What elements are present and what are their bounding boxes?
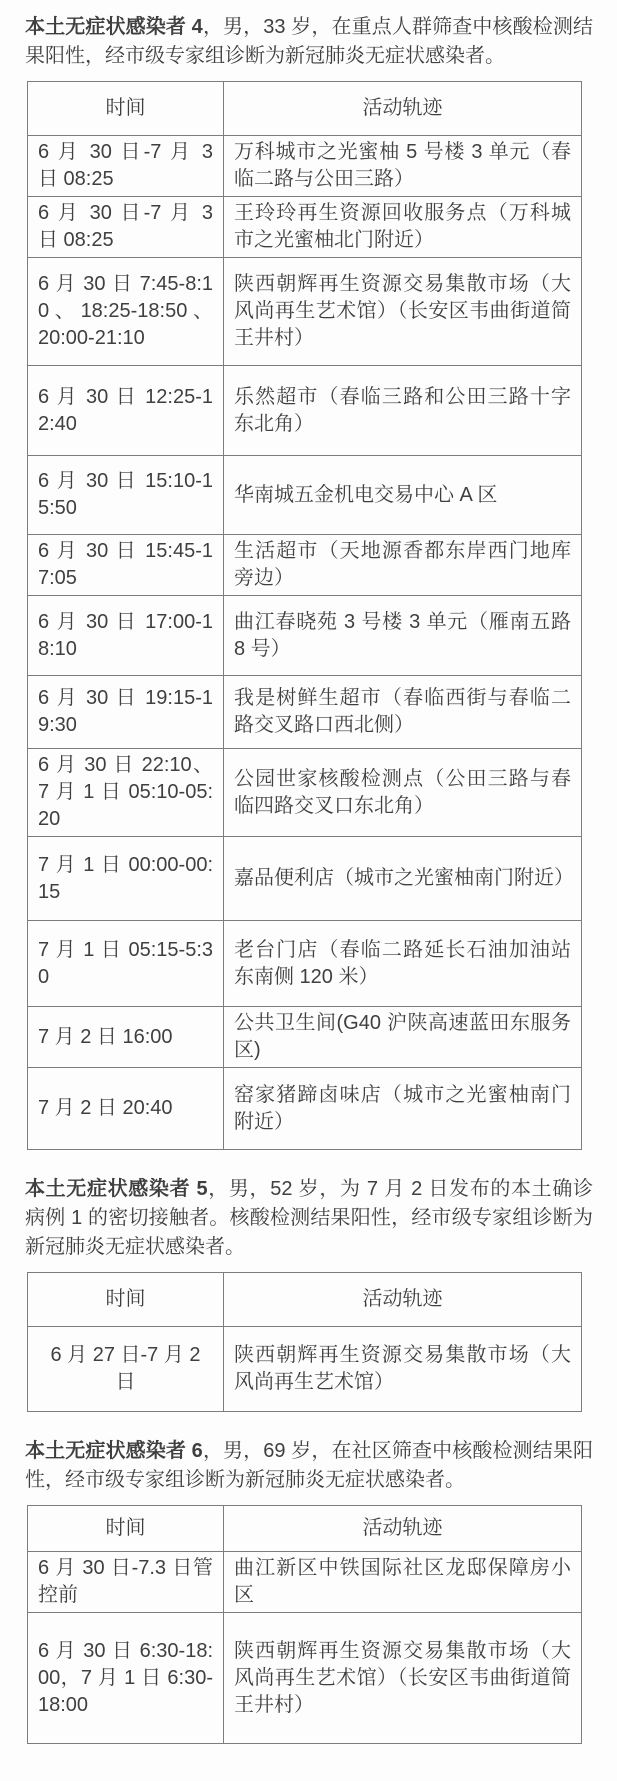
column-header-time: 时间 — [28, 1273, 224, 1327]
activity-cell: 公共卫生间(G40 沪陕高速蓝田东服务区) — [224, 1007, 582, 1068]
table-row — [28, 837, 582, 921]
table-row — [28, 197, 582, 258]
time-cell: 6 月 30 日 12:25-12:40 — [28, 366, 224, 456]
table-header-row — [28, 1506, 582, 1552]
activity-cell: 老台门店（春临二路延长石油加油站东南侧 120 米） — [224, 921, 582, 1007]
case-intro — [25, 1437, 593, 1495]
time-cell: 6 月 30 日-7.3 日管控前 — [28, 1552, 224, 1613]
table-header-row — [28, 82, 582, 136]
table-row — [28, 366, 582, 456]
activity-table — [27, 1272, 582, 1412]
table-row — [28, 1613, 582, 1744]
table-row — [28, 1068, 582, 1150]
table-row — [28, 258, 582, 366]
time-cell: 6 月 27 日-7 月 2 日 — [28, 1327, 224, 1412]
column-header-time: 时间 — [28, 82, 224, 136]
activity-cell: 曲江春晓苑 3 号楼 3 单元（雁南五路 8 号） — [224, 596, 582, 676]
table-row — [28, 535, 582, 596]
time-cell: 6 月 30 日 17:00-18:10 — [28, 596, 224, 676]
case-number: 本土无症状感染者 6 — [25, 1440, 203, 1462]
case-number: 本土无症状感染者 4 — [25, 16, 203, 38]
activity-cell: 乐然超市（春临三路和公田三路十字东北角） — [224, 366, 582, 456]
column-header-activity: 活动轨迹 — [224, 1273, 582, 1327]
activity-cell: 万科城市之光蜜柚 5 号楼 3 单元（春临二路与公田三路） — [224, 136, 582, 197]
time-cell: 6 月 30 日 19:15-19:30 — [28, 676, 224, 749]
activity-cell: 窑家猪蹄卤味店（城市之光蜜柚南门附近） — [224, 1068, 582, 1150]
case-number: 本土无症状感染者 5 — [25, 1178, 208, 1200]
column-header-activity: 活动轨迹 — [224, 82, 582, 136]
activity-cell: 陕西朝辉再生资源交易集散市场（大风尚再生艺术馆）（长安区韦曲街道简王井村） — [224, 258, 582, 366]
case-description: ，男，33 岁，在重点人群筛查中核酸检测结果阳性，经市级专家组诊断为新冠肺炎无症状感染者。 — [25, 16, 593, 67]
time-cell: 6 月 30 日 15:45-17:05 — [28, 535, 224, 596]
time-cell: 7 月 1 日 05:15-5:30 — [28, 921, 224, 1007]
table-row — [28, 456, 582, 535]
column-header-time: 时间 — [28, 1506, 224, 1552]
case-section-4 — [25, 13, 593, 1150]
case-intro — [25, 13, 593, 71]
time-cell: 6 月 30 日 6:30-18:00，7 月 1 日 6:30-18:00 — [28, 1613, 224, 1744]
table-header-row — [28, 1273, 582, 1327]
activity-cell: 生活超市（天地源香都东岸西门地库旁边） — [224, 535, 582, 596]
time-cell: 7 月 2 日 20:40 — [28, 1068, 224, 1150]
case-description: ，男，52 岁，为 7 月 2 日发布的本土确诊病例 1 的密切接触者。核酸检测结果阳性，经市级专家组诊断为新冠肺炎无症状感染者。 — [25, 1178, 593, 1258]
table-row — [28, 596, 582, 676]
column-header-activity: 活动轨迹 — [224, 1506, 582, 1552]
table-row — [28, 136, 582, 197]
table-row — [28, 676, 582, 749]
time-cell: 6 月 30 日-7 月 3 日 08:25 — [28, 136, 224, 197]
activity-cell: 嘉品便利店（城市之光蜜柚南门附近） — [224, 837, 582, 921]
case-intro — [25, 1175, 593, 1262]
activity-table — [27, 1505, 582, 1744]
activity-cell: 华南城五金机电交易中心 A 区 — [224, 456, 582, 535]
time-cell: 6 月 30 日 7:45-8:10 、 18:25-18:50 、 20:00-21:10 — [28, 258, 224, 366]
time-cell: 7 月 1 日 00:00-00:15 — [28, 837, 224, 921]
activity-table — [27, 81, 582, 1150]
case-description: ，男，69 岁，在社区筛查中核酸检测结果阳性，经市级专家组诊断为新冠肺炎无症状感染者。 — [25, 1440, 593, 1491]
case-section-5 — [25, 1175, 593, 1412]
time-cell: 6 月 30 日 15:10-15:50 — [28, 456, 224, 535]
case-section-6 — [25, 1437, 593, 1744]
table-row — [28, 1552, 582, 1613]
time-cell: 7 月 2 日 16:00 — [28, 1007, 224, 1068]
activity-cell: 公园世家核酸检测点（公田三路与春临四路交叉口东北角） — [224, 749, 582, 837]
activity-cell: 我是树鲜生超市（春临西街与春临二路交叉路口西北侧） — [224, 676, 582, 749]
activity-cell: 陕西朝辉再生资源交易集散市场（大风尚再生艺术馆）（长安区韦曲街道简王井村） — [224, 1613, 582, 1744]
activity-cell: 陕西朝辉再生资源交易集散市场（大风尚再生艺术馆） — [224, 1327, 582, 1412]
table-row — [28, 1007, 582, 1068]
activity-cell: 曲江新区中铁国际社区龙邸保障房小区 — [224, 1552, 582, 1613]
activity-cell: 王玲玲再生资源回收服务点（万科城市之光蜜柚北门附近） — [224, 197, 582, 258]
time-cell: 6 月 30 日 22:10、7 月 1 日 05:10-05:20 — [28, 749, 224, 837]
table-row — [28, 749, 582, 837]
table-row — [28, 1327, 582, 1412]
time-cell: 6 月 30 日-7 月 3 日 08:25 — [28, 197, 224, 258]
table-row — [28, 921, 582, 1007]
